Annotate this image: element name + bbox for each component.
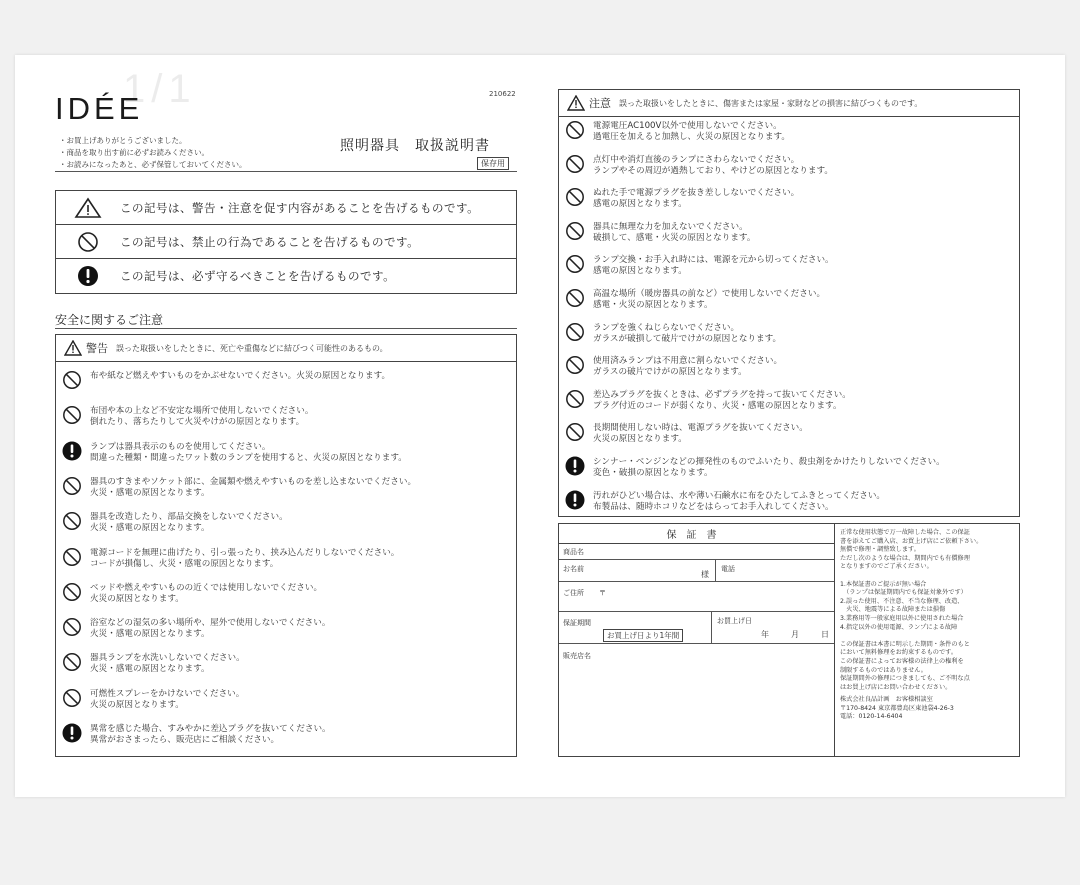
symbol-legend [55, 190, 517, 294]
warning-triangle-icon [567, 95, 585, 111]
caution-item-text: 使用済みランプは不用意に割らないでください。 ガラスの破片でけがの原因となります。 [593, 356, 783, 378]
caution-item-text: ランプ交換・お手入れ時には、電源を元から切ってください。 感電の原因となります。 [593, 255, 834, 277]
legend-text: この記号は、必ず守るべきことを告げるものです。 [120, 269, 396, 283]
caution-header [559, 90, 1019, 117]
caution-item [565, 120, 790, 143]
warning-item [62, 688, 244, 711]
day-label: 日 [821, 630, 829, 639]
honorific: 様 [701, 570, 709, 579]
guarantee-title: 保証書 [666, 530, 727, 541]
caution-item-text: ぬれた手で電源プラグを抜き差ししないでください。 感電の原因となります。 [593, 188, 800, 210]
caution-item [565, 456, 945, 479]
warning-item-text: ランプは器具表示のものを使用してください。 間違った種類・間違ったワット数のランプを使用すると、火災の原因となります。 [90, 441, 407, 463]
mandatory-icon [565, 456, 585, 476]
warning-item [62, 511, 288, 534]
warning-panel [55, 334, 517, 757]
caution-item [565, 422, 808, 445]
name-divider [715, 560, 716, 582]
legend-row-prohibited [56, 225, 516, 259]
period-row [559, 612, 834, 644]
prohibited-icon [62, 547, 82, 567]
caution-panel [558, 89, 1020, 517]
prohibited-icon [62, 405, 82, 425]
period-value: お買上げ日より1年間 [603, 629, 683, 642]
caution-description: 誤った取扱いをしたときに、傷害または家屋・家財などの損害に結びつくものです。 [619, 98, 923, 108]
year-label: 年 [761, 630, 769, 639]
prohibited-icon [565, 254, 585, 274]
warning-item [62, 617, 330, 640]
warning-item-text: 器具のすきまやソケット部に、金属類や燃えやすいものを差し込まないでください。 火災・感電の原因となります。 [90, 476, 417, 498]
prohibited-icon [565, 422, 585, 442]
caution-item-text: 汚れがひどい場合は、水や薄い石鹸水に布をひたしてふきとってください。 布製品は、随時ホコリなどをはらってお手入れしてください。 [593, 490, 886, 512]
legend-row-mandatory [56, 259, 516, 293]
warning-item-text: 浴室などの湿気の多い場所や、屋外で使用しないでください。 火災・感電の原因となります。 [90, 618, 331, 640]
caution-item [565, 322, 781, 345]
warning-item-text: 可燃性スプレーをかけないでください。 火災の原因となります。 [90, 688, 245, 710]
caution-item-text: 点灯中や消灯直後のランプにさわらないでください。 ランプやその周辺が過熱しており、やけどの原因となります。 [593, 154, 833, 176]
phone-label: 電話 [721, 565, 735, 573]
warning-triangle-icon [56, 197, 120, 219]
intro-line: ・商品を取り出す前に必ずお読みください。 [59, 148, 209, 157]
manual-sheet [15, 55, 1065, 797]
postal-mark: 〒 [599, 589, 606, 597]
caution-item-text: 差込みプラグを抜くときは、必ずプラグを持って抜いてください。 プラグ付近のコードが弱くなり、火災・感電の原因となります。 [593, 389, 851, 411]
product-row [559, 544, 834, 560]
caution-label: 注意 [589, 97, 611, 110]
prohibited-icon [565, 221, 585, 241]
warning-item [62, 582, 322, 605]
brand-logo: IDÉE [55, 91, 144, 126]
prohibited-icon [565, 187, 585, 207]
prohibited-icon [62, 688, 82, 708]
document-number: 210622 [489, 90, 516, 98]
warning-item [62, 441, 407, 464]
caution-item [565, 154, 833, 177]
warning-item-text: 異常を感じた場合、すみやかに差込プラグを抜いてください。 異常がおさまったら、販売店にご相談ください。 [90, 724, 331, 745]
legend-row-warning [56, 191, 516, 225]
warning-label: 警告 [86, 342, 108, 355]
guarantee-form [559, 524, 835, 756]
caution-item-text: 高温な場所（暖房器具の前など）で使用しないでください。 感電・火災の原因となります。 [593, 289, 826, 310]
prohibited-icon [62, 652, 82, 672]
store-label: 販売店名 [563, 652, 591, 660]
prohibited-icon [62, 617, 82, 637]
caution-item [565, 187, 799, 210]
intro-line: ・お読みになったあと、必ず保管しておいてください。 [59, 160, 247, 169]
warning-item [62, 370, 390, 390]
caution-item-text: 器具に無理な力を加えないでください。 破損して、感電・火災の原因となります。 [593, 221, 756, 243]
warning-item-text: 器具を改造したり、部品交換をしないでください。 火災・感電の原因となります。 [90, 512, 288, 534]
period-divider [711, 612, 712, 644]
caution-item [565, 288, 825, 311]
prohibited-icon [565, 154, 585, 174]
purchase-date-label: お買上げ日 [717, 617, 752, 625]
month-label: 月 [791, 630, 799, 639]
mandatory-icon [62, 723, 82, 743]
guarantee-title-row [559, 524, 834, 544]
warning-item-text: 電源コードを無理に曲げたり、引っ張ったり、挟み込んだりしないでください。 コードが損傷し、火災・感電の原因となります。 [90, 547, 400, 569]
caution-item-text: シンナー・ベンジンなどの揮発性のものでふいたり、殺虫剤をかけたりしないでください。 変色・破損の原因となります。 [593, 457, 945, 478]
warning-description: 誤った取扱いをしたときに、死亡や重傷などに結びつく可能性のあるもの。 [116, 343, 388, 353]
prohibited-icon [62, 476, 82, 496]
safety-heading: 安全に関するご注意 [55, 313, 164, 327]
legend-text: この記号は、警告・注意を促す内容があることを告げるものです。 [120, 200, 480, 215]
caution-item-text: 電源電圧AC100V以外で使用しないでください。 過電圧を加えると加熱し、火災の原因となります。 [593, 121, 790, 142]
warning-item [62, 476, 416, 499]
address-row [559, 582, 834, 612]
address-label: ご住所 [563, 589, 584, 597]
warning-header [56, 335, 516, 362]
guarantee-card [558, 523, 1020, 757]
legend-text: この記号は、禁止の行為であることを告げるものです。 [120, 234, 420, 249]
guarantee-terms: 正常な使用状態で万一故障した場合、この保証 書を添えてご購入店、お買上げ店にご依頼下さい。 無償で修理・調整致します。 ただし次のような場合は、期間内でも有償修理 となりますのでご了承ください。 1.本保証書のご提示が無い場合 （ランプは保証期間内でも保証対象外です） 2.誤った使用、不注意、不当な修理、改造、 火災、地震等による故障または損傷 3.業務用等一般家庭用以外に使用された場合 4.指定以外の使用電源、ランプによる故障 この保証書は本書に明示した期間・条件のもと において無料修理をお約束するものです。 この保証書によってお客様の法律上の権利を 制限するものではありません。 保証期間外の修理につきましても、ご不明な点 はお買上げ店にお問い合わせください。 [840, 529, 983, 691]
intro-line: ・お買上げありがとうございました。 [59, 136, 187, 145]
warning-triangle-icon [64, 340, 82, 356]
caution-item [565, 254, 834, 277]
product-label: 商品名 [563, 548, 584, 556]
warning-item [62, 652, 245, 675]
prohibited-icon [565, 355, 585, 375]
document-title: 照明器具 取扱説明書 [340, 138, 490, 154]
title-divider [55, 171, 517, 172]
mandatory-icon [565, 490, 585, 510]
mandatory-icon [56, 265, 120, 287]
mandatory-icon [62, 441, 82, 461]
intro-notes [59, 135, 247, 171]
prohibited-icon [565, 120, 585, 140]
prohibited-icon [565, 389, 585, 409]
company-name: 株式会社良品計画 お客様相談室 [840, 696, 933, 704]
keep-label: 保存用 [477, 157, 509, 170]
safety-divider [55, 328, 517, 329]
caution-item [565, 490, 885, 513]
warning-item [62, 547, 399, 570]
caution-item-text: 長期間使用しない時は、電源プラグを抜いてください。 火災の原因となります。 [593, 423, 808, 445]
guarantee-notes [840, 529, 1016, 722]
caution-item-text: ランプを強くねじらないでください。 ガラスが破損して破片でけがの原因となります。 [593, 322, 782, 344]
name-label: お名前 [563, 565, 584, 573]
prohibited-icon [62, 582, 82, 602]
caution-item [565, 221, 755, 244]
prohibited-icon [62, 370, 82, 390]
company-phone: 電話：0120-14-6404 [840, 713, 903, 721]
prohibited-icon [56, 231, 120, 253]
prohibited-icon [565, 288, 585, 308]
name-row [559, 560, 834, 582]
prohibited-icon [62, 511, 82, 531]
warning-item-text: 布団や本の上など不安定な場所で使用しないでください。 倒れたり、落ちたりして火災やけがの原因となります。 [90, 406, 314, 428]
prohibited-icon [565, 322, 585, 342]
warning-item-text: 器具ランプを水洗いしないでください。 火災・感電の原因となります。 [90, 653, 245, 675]
caution-item [565, 355, 782, 378]
company-address: 〒170-8424 東京都豊島区東池袋4-26-3 [840, 704, 954, 712]
page-indicator: 1/1 [123, 67, 197, 111]
warning-item [62, 723, 331, 746]
caution-item [565, 389, 851, 412]
warning-item-text: ベッドや燃えやすいものの近くでは使用しないでください。 火災の原因となります。 [90, 582, 323, 604]
warning-item-text: 布や紙など燃えやすいものをかぶせないでください。火災の原因となります。 [90, 371, 391, 381]
warning-item [62, 405, 313, 428]
period-label: 保証期間 [563, 619, 591, 627]
